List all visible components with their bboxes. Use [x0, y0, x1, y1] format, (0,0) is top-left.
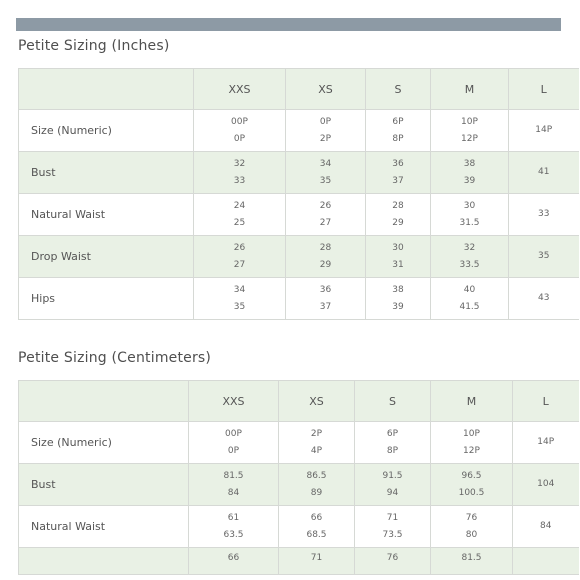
value: 80	[465, 529, 478, 540]
size-cell	[194, 194, 286, 236]
size-cell	[194, 152, 286, 194]
value: 38	[392, 284, 404, 295]
value: 6P	[392, 116, 404, 127]
value: 37	[392, 175, 404, 186]
size-cell	[286, 110, 366, 152]
size-cell	[431, 422, 513, 464]
size-cell	[279, 506, 355, 548]
value: 40	[463, 284, 476, 295]
size-cell	[279, 548, 355, 575]
column-header: XS	[286, 69, 366, 110]
size-cell	[355, 506, 431, 548]
value: 91.5	[382, 470, 403, 481]
value: 8P	[386, 445, 399, 456]
size-table-centimeters	[18, 380, 579, 575]
value: 84	[227, 487, 240, 498]
value: 81.5	[223, 470, 244, 481]
size-cell	[513, 506, 579, 548]
value: 39	[463, 175, 476, 186]
value: 76	[386, 553, 399, 563]
size-cell	[513, 422, 579, 464]
value: 43	[538, 293, 550, 303]
size-cell	[189, 548, 279, 575]
column-header: XXS	[189, 381, 279, 422]
size-cell	[355, 422, 431, 464]
size-cell	[431, 110, 509, 152]
value: 35	[538, 251, 550, 261]
value: 61	[227, 512, 240, 523]
size-table-inches	[18, 68, 579, 320]
size-cell	[286, 236, 366, 278]
row-label: Size (Numeric)	[19, 422, 189, 464]
value: 32	[233, 158, 246, 169]
row-label: Natural Waist	[19, 194, 194, 236]
table-row	[19, 152, 579, 194]
size-cell	[431, 548, 513, 575]
value: 28	[392, 200, 404, 211]
value: 0P	[227, 445, 240, 456]
table-row	[19, 506, 579, 548]
size-cell	[509, 278, 579, 320]
column-header: L	[509, 69, 579, 110]
value: 100.5	[458, 487, 485, 498]
corner-cell	[19, 381, 189, 422]
value: 34	[233, 284, 246, 295]
size-cell	[194, 110, 286, 152]
size-cell	[509, 152, 579, 194]
value: 29	[392, 217, 404, 228]
size-cell	[355, 548, 431, 575]
value: 63.5	[223, 529, 244, 540]
value: 8P	[392, 133, 404, 144]
size-cell	[355, 464, 431, 506]
value: 84	[540, 521, 552, 531]
value: 27	[233, 259, 246, 270]
value: 66	[310, 512, 323, 523]
table-row	[19, 422, 579, 464]
column-header: XS	[279, 381, 355, 422]
size-cell	[189, 506, 279, 548]
value: 31.5	[459, 217, 480, 228]
value: 71	[386, 512, 399, 523]
size-cell	[194, 278, 286, 320]
value: 0P	[233, 133, 246, 144]
value: 86.5	[306, 470, 327, 481]
value: 25	[233, 217, 246, 228]
value: 32	[463, 242, 476, 253]
column-header: XXS	[194, 69, 286, 110]
value: 26	[319, 200, 332, 211]
value: 33	[233, 175, 246, 186]
size-cell	[189, 422, 279, 464]
size-cell	[431, 152, 509, 194]
value: 81.5	[461, 553, 482, 563]
value: 68.5	[306, 529, 327, 540]
value: 14P	[535, 125, 553, 135]
column-header: L	[513, 381, 579, 422]
column-header: M	[431, 69, 509, 110]
value: 36	[319, 284, 332, 295]
value: 73.5	[382, 529, 403, 540]
value: 33	[538, 209, 550, 219]
value: 2P	[319, 133, 332, 144]
size-cell	[431, 464, 513, 506]
table-row	[19, 194, 579, 236]
value: 35	[319, 175, 332, 186]
value: 14P	[537, 437, 555, 447]
size-cell	[366, 152, 431, 194]
table-row	[19, 464, 579, 506]
size-cell	[509, 194, 579, 236]
section-title-centimeters: Petite Sizing (Centimeters)	[18, 350, 212, 366]
value: 27	[319, 217, 332, 228]
section-title-inches: Petite Sizing (Inches)	[18, 38, 170, 54]
value: 30	[463, 200, 476, 211]
top-banner	[16, 18, 561, 31]
size-cell	[431, 278, 509, 320]
value: 12P	[463, 445, 480, 456]
row-label: Bust	[19, 152, 194, 194]
row-label: Bust	[19, 464, 189, 506]
row-label: Size (Numeric)	[19, 110, 194, 152]
value: 89	[310, 487, 323, 498]
table-row	[19, 236, 579, 278]
value: 0P	[319, 116, 332, 127]
value: 38	[463, 158, 476, 169]
value: 39	[392, 301, 404, 312]
value: 26	[233, 242, 246, 253]
value: 96.5	[461, 470, 482, 481]
table-row	[19, 278, 579, 320]
size-cell	[431, 506, 513, 548]
value: 71	[310, 553, 323, 563]
size-cell	[509, 110, 579, 152]
size-cell	[513, 464, 579, 506]
value: 94	[386, 487, 399, 498]
value: 35	[233, 301, 246, 312]
value: 76	[465, 512, 478, 523]
size-cell	[286, 152, 366, 194]
value: 28	[319, 242, 332, 253]
column-header: S	[355, 381, 431, 422]
value: 29	[319, 259, 332, 270]
value: 104	[537, 479, 555, 489]
table-row	[19, 110, 579, 152]
size-cell	[194, 236, 286, 278]
size-cell	[431, 194, 509, 236]
header-row	[19, 69, 579, 110]
size-cell	[366, 194, 431, 236]
size-cell	[286, 278, 366, 320]
row-label	[19, 548, 189, 575]
size-cell	[431, 236, 509, 278]
value: 6P	[386, 428, 399, 439]
size-cell	[509, 236, 579, 278]
value: 34	[319, 158, 332, 169]
size-cell	[366, 278, 431, 320]
size-cell	[279, 464, 355, 506]
value: 24	[233, 200, 246, 211]
value: 12P	[461, 133, 478, 144]
size-cell	[286, 194, 366, 236]
value: 00P	[225, 428, 242, 439]
value: 41.5	[459, 301, 480, 312]
value: 41	[538, 167, 550, 177]
value: 36	[392, 158, 404, 169]
corner-cell	[19, 69, 194, 110]
column-header: S	[366, 69, 431, 110]
header-row	[19, 381, 579, 422]
value: 37	[319, 301, 332, 312]
value: 4P	[310, 445, 323, 456]
value: 10P	[461, 116, 478, 127]
value: 10P	[463, 428, 480, 439]
size-cell	[513, 548, 579, 575]
row-label: Hips	[19, 278, 194, 320]
row-label: Drop Waist	[19, 236, 194, 278]
column-header: M	[431, 381, 513, 422]
size-cell	[366, 110, 431, 152]
size-cell	[366, 236, 431, 278]
value: 2P	[310, 428, 323, 439]
value: 33.5	[459, 259, 480, 270]
size-cell	[279, 422, 355, 464]
value: 31	[392, 259, 404, 270]
value: 00P	[231, 116, 248, 127]
table-row	[19, 548, 579, 575]
row-label: Natural Waist	[19, 506, 189, 548]
value: 30	[392, 242, 404, 253]
value: 66	[227, 553, 240, 563]
size-cell	[189, 464, 279, 506]
